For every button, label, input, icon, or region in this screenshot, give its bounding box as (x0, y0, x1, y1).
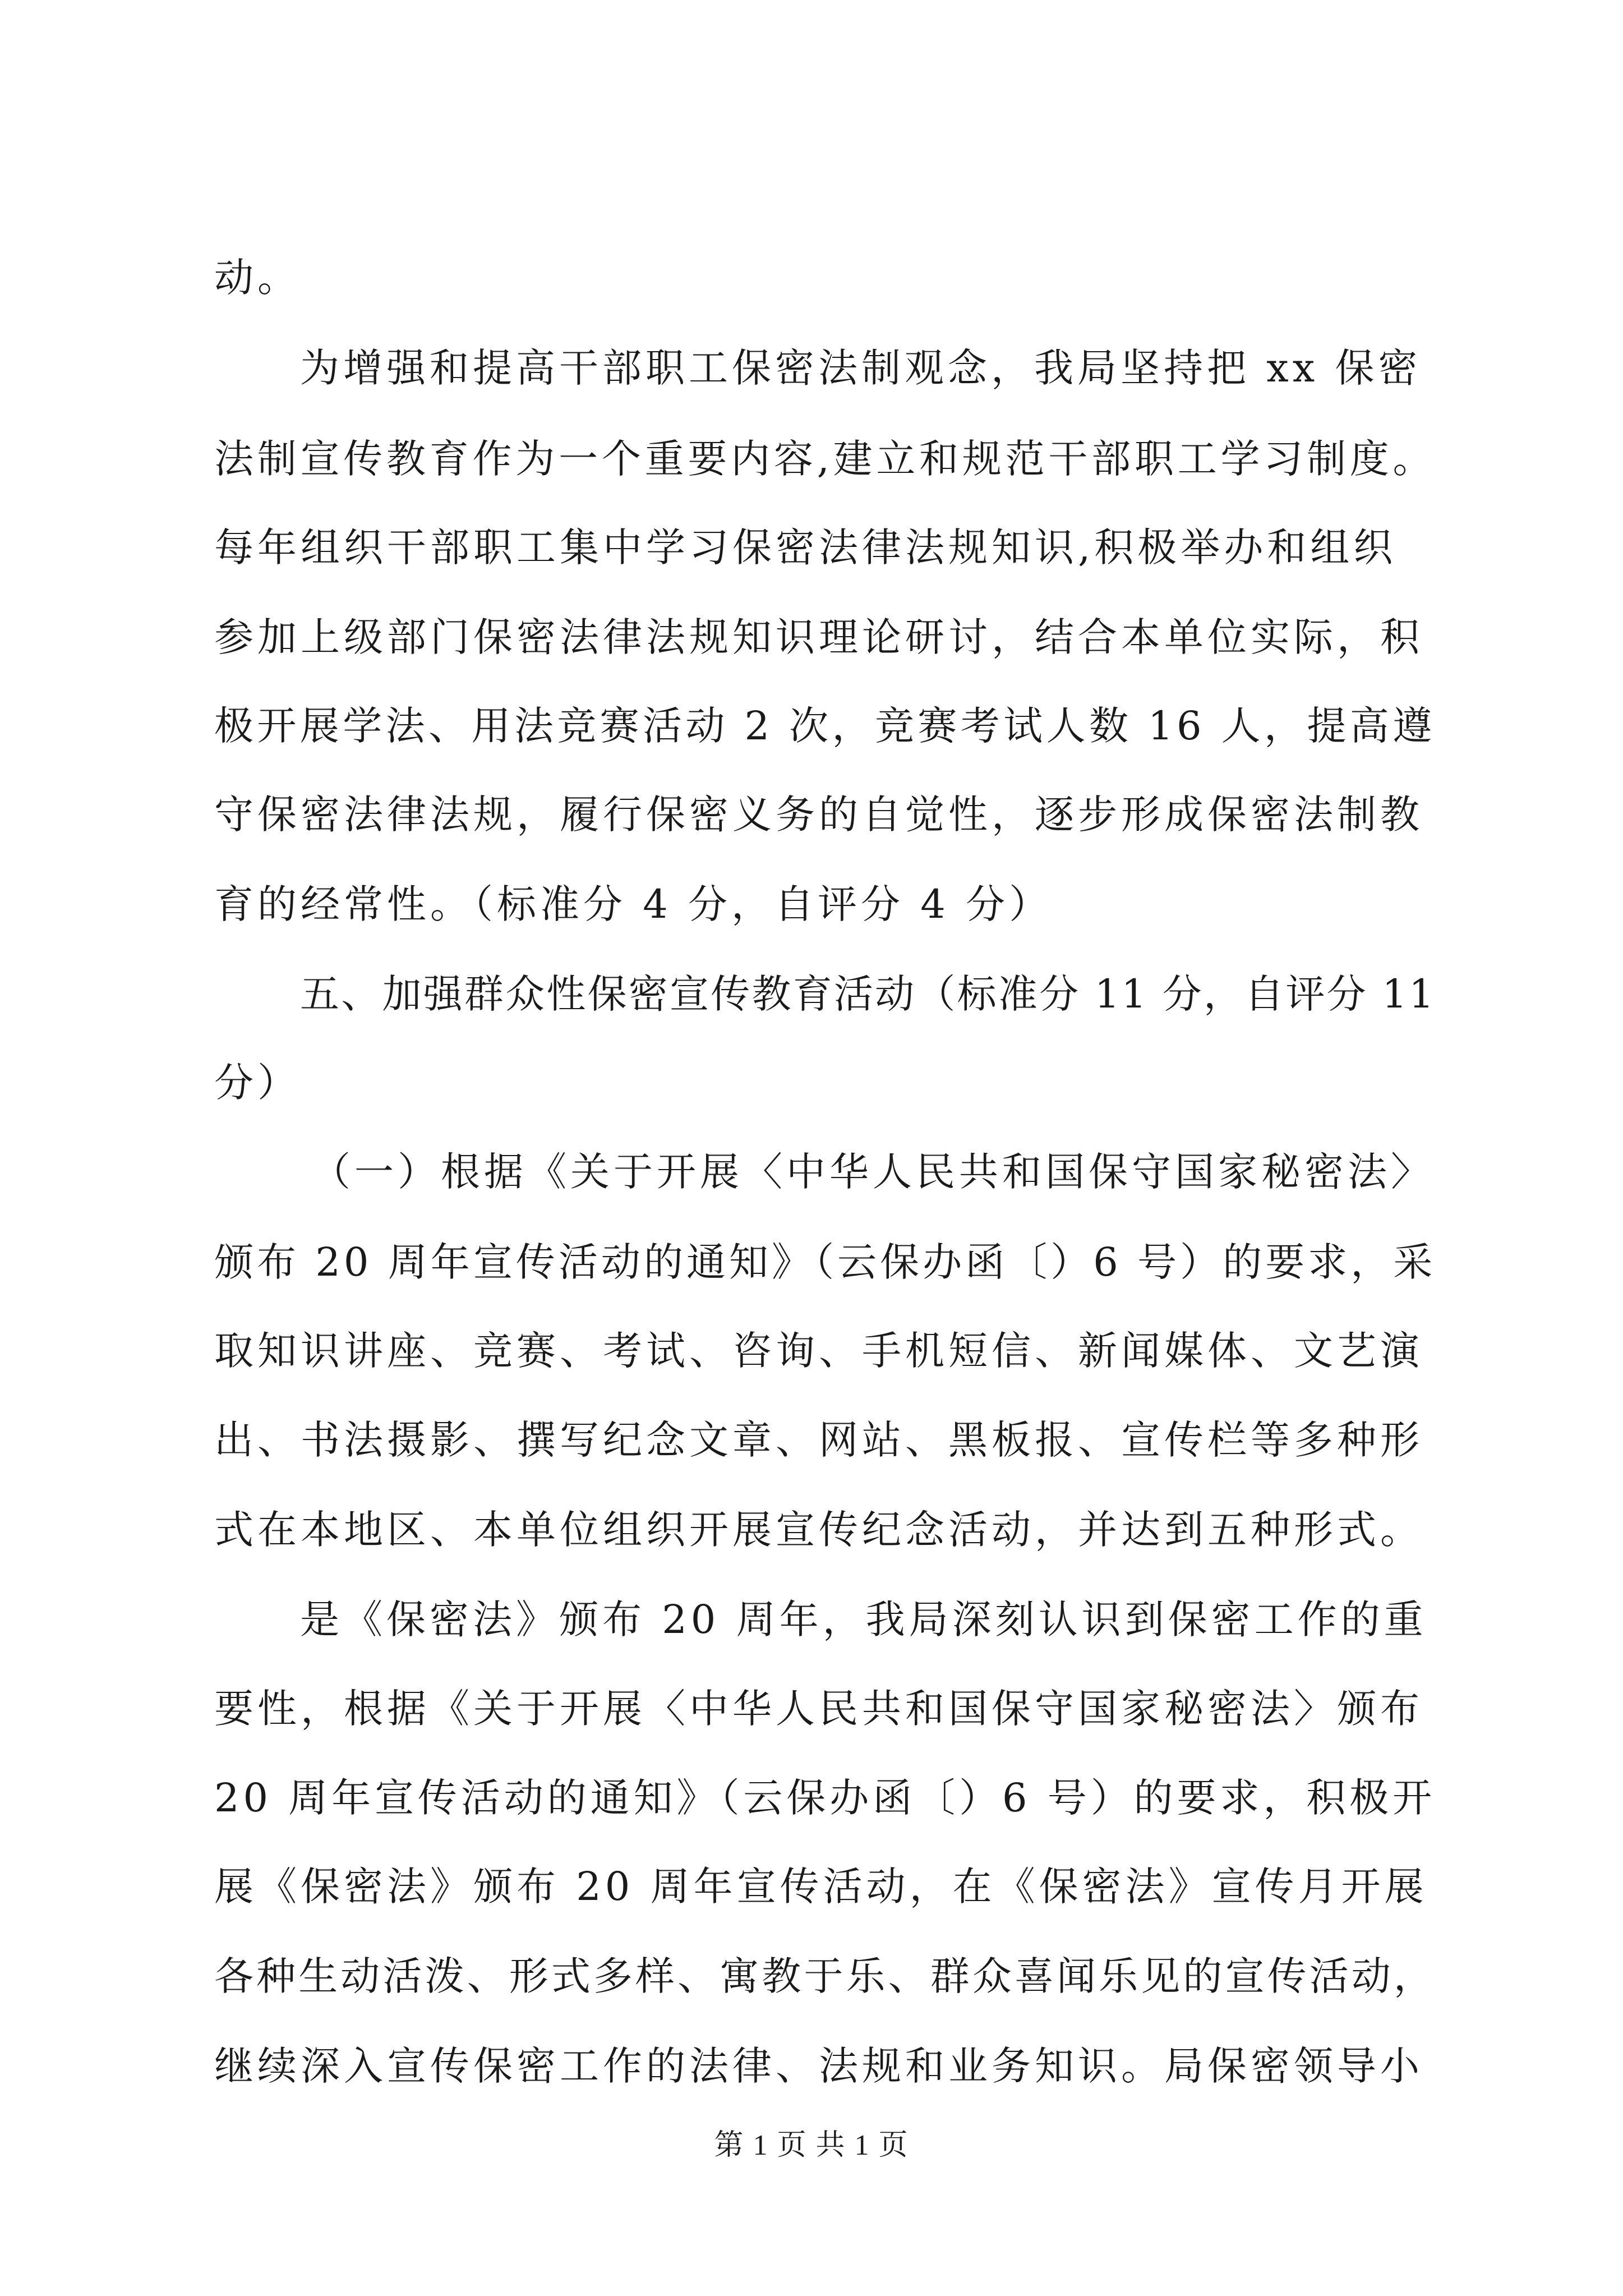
body-text-line: 各种生动活泼、形式多样、寓教于乐、群众喜闻乐见的宣传活动， (214, 1953, 1436, 1999)
body-text-line: 动。 (214, 254, 301, 301)
body-text-line: 展《保密法》颁布 20 周年宣传活动，在《保密法》宣传月开展 (214, 1863, 1428, 1910)
body-text-line: 每年组织干部职工集中学习保密法律法规知识,积极举办和组织 (214, 524, 1397, 571)
body-text-line: 式在本地区、本单位组织开展宣传纪念活动，并达到五种形式。 (214, 1506, 1423, 1553)
page-footer: 第 1 页 共 1 页 (714, 2129, 909, 2161)
body-text-line: 为增强和提高干部职工保密法制观念，我局坚持把 xx 保密 (300, 345, 1422, 392)
body-text-line: 是《保密法》颁布 20 周年，我局深刻认识到保密工作的重 (300, 1596, 1427, 1642)
body-text-line: 出、书法摄影、撰写纪念文章、网站、黑板报、宣传栏等多种形 (214, 1416, 1423, 1463)
body-text-line: 参加上级部门保密法律法规知识理论研讨，结合本单位实际，积 (214, 614, 1423, 661)
section-heading: 五、加强群众性保密宣传教育活动（标准分 11 分，自评分 11 (300, 971, 1436, 1018)
body-text-line: 守保密法律法规，履行保密义务的自觉性，逐步形成保密法制教 (214, 792, 1423, 838)
body-text-line: 取知识讲座、竞赛、考试、咨询、手机短信、新闻媒体、文艺演 (214, 1328, 1423, 1374)
body-text-line: 继续深入宣传保密工作的法律、法规和业务知识。局保密领导小 (214, 2042, 1423, 2089)
body-text-line: 极开展学法、用法竞赛活动 2 次，竞赛考试人数 16 人，提高遵 (214, 703, 1436, 749)
body-text-line: 育的经常性。（标准分 4 分，自评分 4 分） (214, 881, 1053, 928)
section-heading-cont: 分） (214, 1060, 301, 1106)
sub-heading: （一）根据《关于开展〈中华人民共和国保守国家秘密法〉 (311, 1148, 1434, 1195)
body-text-line: 颁布 20 周年宣传活动的通知》（云保办函〔）6 号）的要求，采 (214, 1239, 1436, 1286)
body-text-line: 法制宣传教育作为一个重要内容,建立和规范干部职工学习制度。 (214, 436, 1436, 482)
body-text-line: 要性，根据《关于开展〈中华人民共和国保守国家秘密法〉颁布 (214, 1686, 1423, 1732)
body-text-line: 20 周年宣传活动的通知》（云保办函〔）6 号）的要求，积极开 (214, 1774, 1436, 1821)
